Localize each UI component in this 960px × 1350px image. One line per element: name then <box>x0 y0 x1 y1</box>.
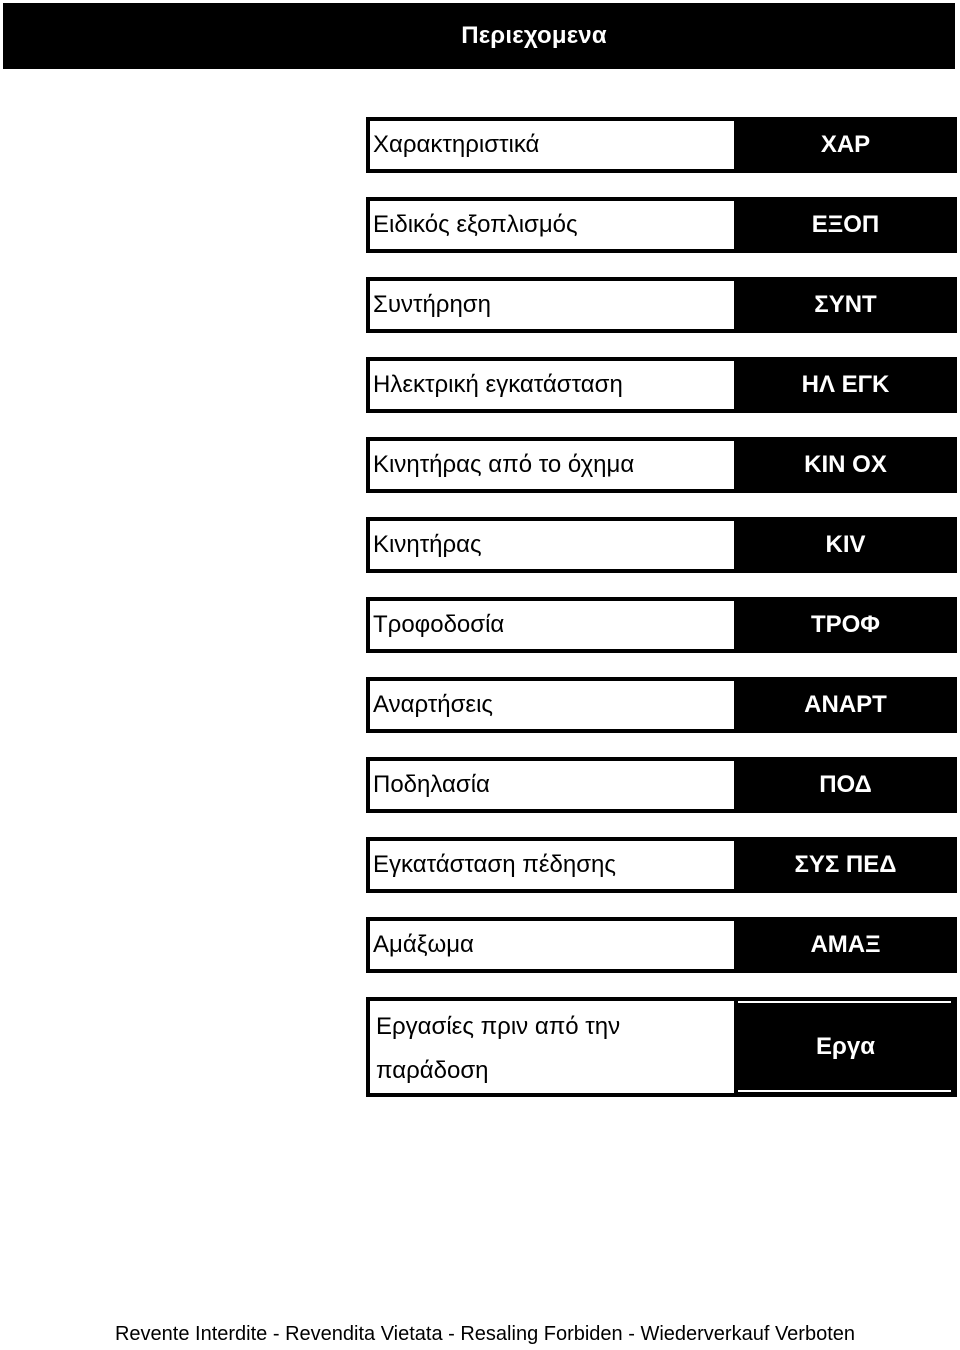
toc-label-box <box>370 361 734 409</box>
toc-row-fuel-system[interactable] <box>366 597 957 653</box>
toc-label-box <box>370 521 734 569</box>
toc-code: ΧΑΡ <box>820 131 871 158</box>
toc-label: Συντήρηση <box>373 291 491 318</box>
toc-label-box <box>370 1001 734 1093</box>
toc-label-box <box>370 921 734 969</box>
toc-label-box <box>370 841 734 889</box>
toc-code: ΕΞΟΠ <box>811 211 880 238</box>
toc-label-box <box>370 281 734 329</box>
toc-row-special-equipment[interactable] <box>366 197 957 253</box>
toc-label: Κινητήρας <box>373 531 482 558</box>
toc-label: Ποδηλασία <box>373 771 490 798</box>
toc-label: Αναρτήσεις <box>373 691 493 718</box>
page-header <box>3 3 955 69</box>
toc-row-maintenance[interactable] <box>366 277 957 333</box>
toc-label-box <box>370 441 734 489</box>
toc-label <box>370 1001 620 1093</box>
toc-row-suspension[interactable] <box>366 677 957 733</box>
toc-label: Τροφοδοσία <box>373 611 505 638</box>
toc-label-box <box>370 761 734 809</box>
toc-code: ΣΥΝΤ <box>814 291 877 318</box>
footer-notice: Revente Interdite - Revendita Vietata - Resaling Forbiden - Wiederverkauf Verboten <box>114 1323 856 1345</box>
toc-label: Χαρακτηριστικά <box>373 131 540 158</box>
toc-code: ΚΙV <box>825 531 866 558</box>
toc-code: Εργα <box>816 1033 875 1060</box>
page-title: Περιεχομενα <box>461 22 607 49</box>
toc-row-pre-delivery[interactable] <box>366 997 957 1097</box>
toc-row-braking-system[interactable] <box>366 837 957 893</box>
toc-label: Αμάξωμα <box>373 931 474 958</box>
toc-code: ΚΙΝ ΟΧ <box>804 451 887 478</box>
toc-code: ΠΟΔ <box>819 771 872 798</box>
toc-label: Κινητήρας από το όχημα <box>373 451 635 478</box>
toc-row-characteristics[interactable] <box>366 117 957 173</box>
divider <box>738 1090 951 1092</box>
toc-code: ΑΝΑΡΤ <box>804 691 887 718</box>
toc-row-electrical-system[interactable] <box>366 357 957 413</box>
toc-label-box <box>370 681 734 729</box>
toc-label: Εγκατάσταση πέδησης <box>373 851 616 878</box>
toc-label-box <box>370 121 734 169</box>
toc-label-line: Εργασίες πριν από την <box>376 1013 621 1040</box>
toc-label-line: παράδοση <box>376 1057 489 1084</box>
toc-label: Ηλεκτρική εγκατάσταση <box>373 371 623 398</box>
toc-code: ΣΥΣ ΠΕΔ <box>794 851 897 878</box>
toc-code: ΤΡΟΦ <box>810 611 881 638</box>
toc-label: Ειδικός εξοπλισμός <box>373 211 578 238</box>
toc-row-engine[interactable] <box>366 517 957 573</box>
toc-code: ΑΜΑΞ <box>810 931 881 958</box>
toc-row-chassis[interactable] <box>366 757 957 813</box>
toc-row-bodywork[interactable] <box>366 917 957 973</box>
toc-label-box <box>370 201 734 249</box>
toc-label-box <box>370 601 734 649</box>
toc-row-engine-from-vehicle[interactable] <box>366 437 957 493</box>
toc-code: ΗΛ ΕΓΚ <box>801 371 890 398</box>
